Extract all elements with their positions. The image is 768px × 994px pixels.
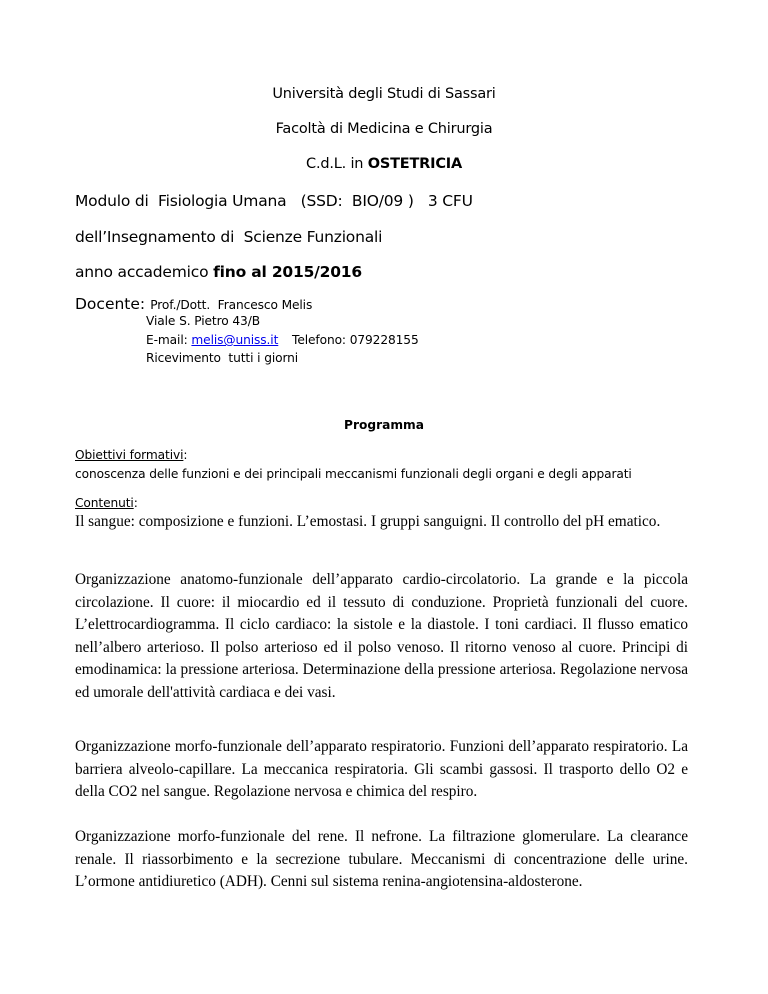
academic-year (75, 263, 362, 281)
academic-year-prefix: anno accademico (75, 263, 209, 281)
teacher-line (75, 294, 312, 313)
degree-course-name: OSTETRICIA (367, 156, 462, 172)
contents-heading: Contenuti (75, 496, 134, 510)
teacher-label: Docente: (75, 295, 146, 313)
program-title: Programma (344, 418, 424, 432)
university-name: Università degli Studi di Sassari (272, 86, 496, 102)
objectives-heading-line (75, 448, 187, 462)
contents-colon: : (133, 496, 138, 510)
email-link[interactable]: melis@uniss.it (191, 333, 279, 347)
phone-number: Telefono: 079228155 (292, 333, 419, 347)
objectives-colon: : (183, 448, 188, 462)
content-paragraph-cardio: Organizzazione anatomo-funzionale dell’apparato cardio-circolatorio. La grande e la piccola circolazione. Il cuore: il miocardio ed il tessuto di conduzione. Proprietà funzionali del cuore. L’elettrocardiogramma. Il ciclo cardiaco: la sistole e la diastole. I toni cardiaci. Il flusso ematico nell’albero arterioso. Il polso arterioso ed il polso venoso. Il ritorno venoso al cuore. Principi di emodinamica: la pressione arteriosa. Determinazione della pressione arteriosa. Regolazione nervosa ed umorale dell'attività cardiaca e dei vasi. (75, 571, 688, 701)
content-paragraph-renal: Organizzazione morfo-funzionale del rene. Il nefrone. La filtrazione glomerulare. La clearance renale. Il riassorbimento e la secrezione tubulare. Meccanismi di concentrazione delle urine. L’ormone antidiuretico (ADH). Cenni sul sistema renina-angiotensina-aldosterone. (75, 828, 688, 890)
teacher-name: Prof./Dott. Francesco Melis (150, 298, 313, 312)
contents-heading-line (75, 496, 138, 510)
degree-course (0, 156, 768, 172)
content-paragraph-blood: Il sangue: composizione e funzioni. L’emostasi. I gruppi sanguigni. Il controllo del pH ematico. (75, 513, 661, 530)
teacher-contacts (146, 333, 419, 347)
email-label: E-mail: (146, 333, 188, 347)
objectives-text: conoscenza delle funzioni e dei principali meccanismi funzionali degli organi e degli apparati (75, 467, 632, 481)
academic-year-value: fino al 2015/2016 (213, 263, 362, 281)
objectives-heading: Obiettivi formativi (75, 448, 184, 462)
teaching-line: dell’Insegnamento di Scienze Funzionali (75, 228, 383, 246)
content-paragraph-respiratory: Organizzazione morfo-funzionale dell’apparato respiratorio. Funzioni dell’apparato respiratorio. La barriera alveolo-capillare. La meccanica respiratoria. Gli scambi gassosi. Il trasporto dello O2 e della CO2 nel sangue. Regolazione nervosa e chimica del respiro. (75, 738, 688, 800)
faculty-name: Facoltà di Medicina e Chirurgia (275, 121, 493, 137)
teacher-address: Viale S. Pietro 43/B (146, 314, 260, 328)
module-line: Modulo di Fisiologia Umana (SSD: BIO/09 ) 3 CFU (75, 192, 473, 210)
office-hours: Ricevimento tutti i giorni (146, 351, 299, 365)
degree-course-prefix: C.d.L. in (306, 156, 364, 172)
